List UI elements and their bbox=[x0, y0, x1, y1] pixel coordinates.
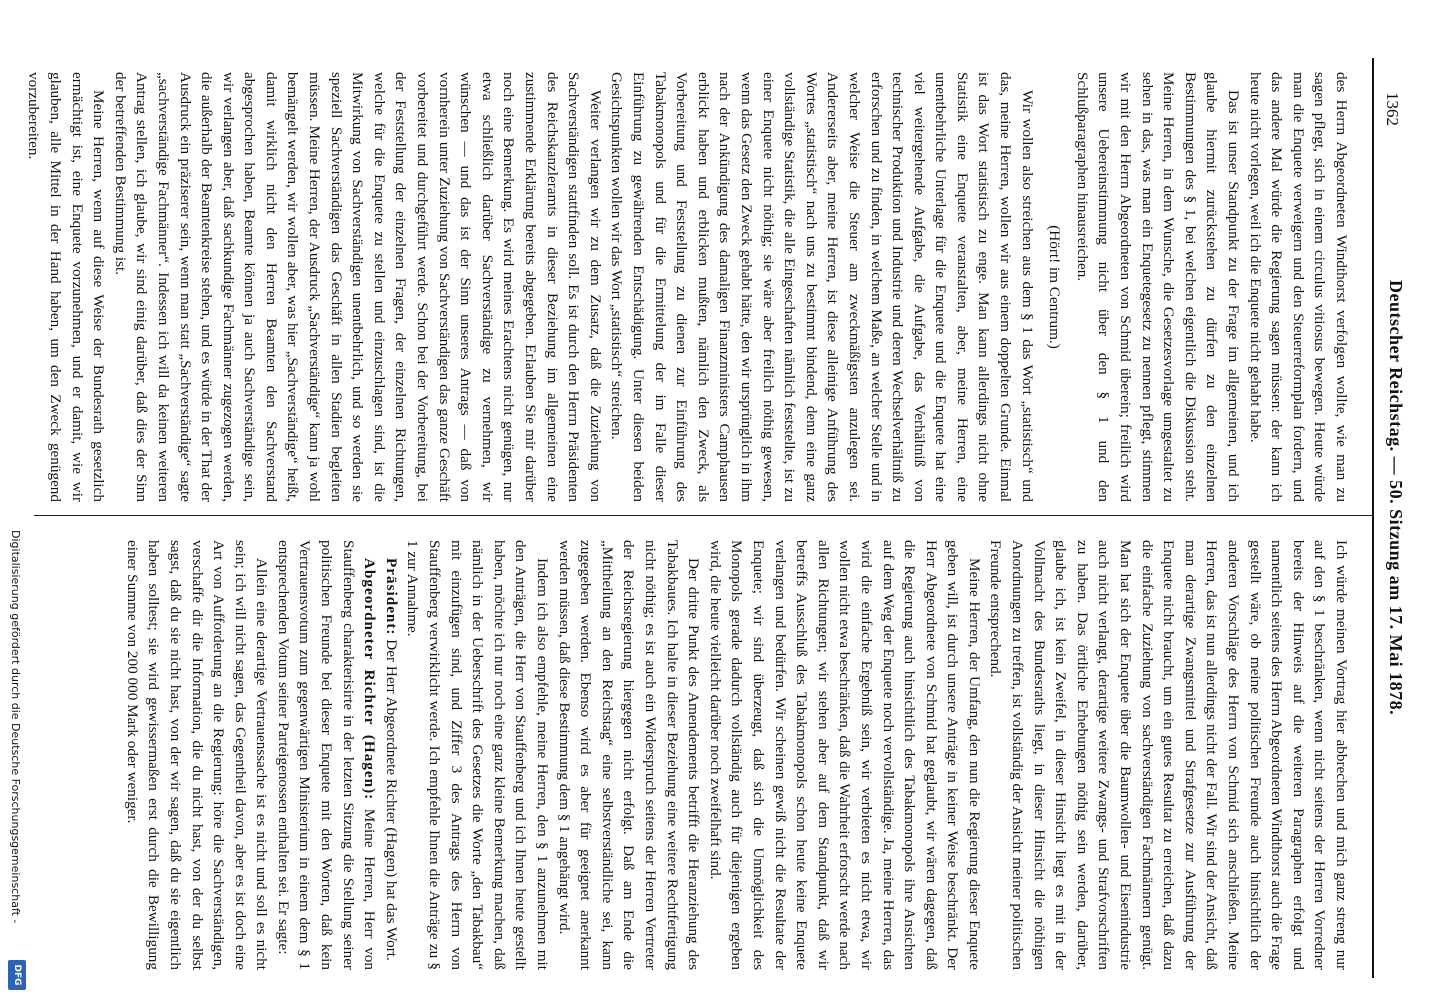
page-number: 1362 bbox=[1383, 92, 1402, 126]
digitization-credit: Digitalisierung gefördert durch die Deutsche Forschungsgemeinschaft - bbox=[9, 530, 22, 924]
paragraph: Indem ich also empfehle, meine Herren, den § 1 anzunehmen mit den Anträgen, die Herr von Stauffenberg und ich Ihnen heute gestellt haben, möchte ich nur noch eine ganz kleine Bemerkung machen, daß nämlich in der Ueberschrift des Gesetzes die Worte „den Tabakbau“ mit einzufügen sind, und Ziffer 3 des Antrags des Herrn von Stauffenberg verwirklicht werde. Ich empfehle Ihnen die Anträge zu § 1 zur Annahme. bbox=[404, 540, 552, 970]
paragraph: Allein eine derartige Vertrauenssache ist es nicht und soll es nicht sein; ich will nicht sagen, das Gegentheil davon, aber es ist doch eine Art von Aufforderung an die Regierung: höre die Sachverständigen, verschaffe dir die Information, die du nicht hast, von der du selbst sagst, daß du sie nicht hast, von der wir sagen, daß du sie eigentlich haben solltest; sie wird gewissermaßen erst durch die Bewilligung einer Summe von 200 000 Mark oder weniger. bbox=[123, 540, 271, 970]
speech-text: Meine Herren, Herr von Stauffenberg charakterisirte in der letzten Sitzung die Stellung seiner politischen Freunde bei dieser Enquete mit den Worten, daß kein Vertrauensvotum zum gegenwärtigen Ministerium in einem dem § 1 entsprechenden Votum seiner Parteigenossen enthalten sei. Er sagte: bbox=[274, 540, 379, 970]
paragraph: Wir wollen also streichen aus dem § 1 das Wort „statistisch“ und das, meine Herren, wollen wir aus einem doppelten Grunde. Einmal ist das Wort statistisch zu enge. Man kann allerdings nicht ohne Statistik eine Enquete veranstalten, aber, meine Herren, eine unentbehrliche Unterlage für die Enquete und die Enquete hat eine viel weitergehende Aufgabe, die Aufgabe, das Verhältniß von technischer Produktion und Industrie und deren Wechselverhältniß zu erforschen und zu finden, in welchem Maße, an welcher Stelle und in welcher Weise die Steuer am zweckmäßigsten anzulegen sei. Andererseits aber, meine Herren, ist diese alleinige Anführung des Wortes „statistisch“ nach uns zu bestimmt bindend, denn eine ganz vollständige Statistik, die alle Eingeschaften nämlich feststellte, ist zu einer Enquete nicht nöthig; sie wäre aber freilich nöthig gewesen, wenn das Gesetz den Zweck gehabt hätte, den wir ursprünglich in ihm nach der Ankündigung des damaligen Finanzministers Camphausen erblickt haben und erblicken mußten, nämlich den Zweck, als Vorbereitung und Feststellung zu dienen zur Einführung des Tabakmonopols und für die Ermittelung der im Falle dieser Einführung zu gewährenden Entschädigung. Unter diesen beiden Gesichtspunkten wollen wir das Wort „statistisch“ streichen. bbox=[608, 72, 1036, 502]
paragraph: des Herrn Abgeordneten Windthorst verfolgen wollte, wie man zu sagen pflegt, sich in einem circulus vitiosus bewegen. Heute würde man die Enquete verweigern und den Steuerreformplan fordern, und das andere Mal würde die Regierung sagen müssen: der kann ich heute nicht vorlegen, weil ich die Enquete nicht gehabt habe. bbox=[1246, 72, 1350, 502]
speaker-name: Präsident: bbox=[382, 558, 400, 636]
dfg-logo: DFG bbox=[8, 960, 26, 990]
paragraph: Das ist unser Standpunkt zu der Frage im allgemeinen, und ich glaube hiermit zurückstehen zu dürfen zu den einzelnen Bestimmungen des § 1, bei welchen eigentlich die Diskussion steht. Meine Herren, in dem Wunsche, die Gesetzesvorlage umgestaltet zu sehen in das, was man ein Enquetegesetz zu nennen pflegt, stimmen wir mit den Herrn Abgeordneten von Schmid überein; freilich wird unsere Uebereinstimmung nicht über den § 1 und den Schlußparagraphen hinausreichen. bbox=[1073, 72, 1243, 502]
speech-text: Der Herr Abgeordnete Richter (Hagen) hat das Wort. bbox=[382, 635, 400, 961]
running-head: Deutscher Reichstag. — 50. Sitzung am 17. Mai 1878. bbox=[1386, 280, 1406, 716]
paragraph bbox=[380, 540, 402, 970]
right-column bbox=[32, 540, 1352, 970]
paragraph: Meine Herren, wenn auf diese Weise der Bundesrath gesetzlich ermächtigt ist, eine Enquete vorzunehmen, und er damit, wie wir glauben, alle Mittel in der Hand haben, um den Zweck genügend vorzubereiten. bbox=[25, 72, 108, 502]
paragraph bbox=[272, 540, 380, 970]
header-rule bbox=[1372, 58, 1374, 978]
paragraph: Weiter verlangen wir zu dem Zusatz, daß die Zuziehung von Sachverständigen stattfinden soll. Es ist durch den Herrn Präsidenten des Reichskanzleramts in dieser Beziehung im allgemeinen eine zustimmende Erklärung bereits abgegeben. Erlauben Sie mir darüber noch eine Bemerkung. Es wird meines Erachtens nicht genügen, nur etwa schließlich darüber Sachverständige zu vernehmen, wir wünschen — und das ist der Sinn unseres Antrags — daß von vornherein unter Zuziehung von Sachverständigen das ganze Geschäft vorbereitet und durchgeführt werde. Schon bei der Vorbereitung, bei der Feststellung der einzelnen Fragen, der einzelnen Richtungen, welche für die Enquete zu stellen und einzuschlagen sind, ist die Mitwirkung von Sachverständigen unentbehrlich, und so werden sie speziell Sachverständigen das Geschäft in allen Stadien begleiten müssen. Meine Herren, der Ausdruck „Sachverständige“ kann ja wohl bemängelt werden, wir wollen aber, was hier „Sachverständige“ heißt, damit wirklich nicht den Herren Beamten den Sachverstand abgesprochen haben, Beamte können ja auch Sachverständige sein, wir verlangen aber, daß sachkundige Fachmänner zugezogen werden, die außerhalb der Beamtenkreise stehen, und es würde in der That der Ausdruck ein präziserer sein, wenn man statt „Sachverständige“ sagte „sachverständige Fachmänner“. Indessen ich will da keinen weiteren Antrag stellen, ich glaube, wir sind einig darüber, daß dies der Sinn der betreffenden Bestimmung ist. bbox=[111, 72, 604, 502]
speaker-name: Abgeordneter Richter (Hagen): bbox=[361, 558, 379, 801]
paragraph: Meine Herren, der Umfang, den nun die Regierung dieser Enquete geben will, ist durch unsere Anträge in keiner Weise beschränkt. Der Herr Abgeordnete von Schmid hat geglaubt, wir wären dagegen, daß die Regierung auch hinsichtlich des Tabakmonopols ihre Ansichten auf dem Weg der Enquete noch vervollständige. Ja, meine Herren, das wird die einfache Ergebniß sein, wir verbieten es nicht etwa, wir wollen nicht etwa beschränken, daß die Wahrheit erforscht werde nach allen Richtungen; wir stehen aber auf dem Standpunkt, daß wir betreffs Ausschluß des Tabakmonopols schon heute keine Enquete verlangen und bedürfen. Wir scheinen gewiß nicht die Resultate der Enquete; wir sind überzeugt, daß sich die Unmöglichkeit des Monopols gerade dadurch vollständig auch für diejenigen ergeben wird, die heute vielleicht darüber noch zweifelhaft sind. bbox=[706, 540, 983, 970]
paragraph: Der dritte Punkt des Amendements betrifft die Heranziehung des Tabakbaues. Ich halte in dieser Beziehung eine weitere Rechtfertigung nicht nöthig; es ist auch ein Widerspruch seitens der Herren Vertreter der Reichsregierung hiergegen nicht erfolgt. Daß am Ende die „Mittheilung an den Reichstag“ eine selbstverständliche sei, kann zugegeben werden. Ebenso wird es aber für geeignet anerkannt werden müssen, daß diese Bestimmung dem § 1 angehängt wird. bbox=[555, 540, 703, 970]
page-footer bbox=[0, 0, 32, 1000]
left-column bbox=[25, 72, 1352, 502]
column-divider bbox=[34, 515, 1374, 516]
paragraph: Ich würde meinen Vortrag hier abbrechen und mich ganz streng nur auf den § 1 beschränken, wenn nicht seitens der Herren Vorredner bereits der Hinweis auf die weiteren Paragraphen erfolgt und namentlich seitens des Herrn Abgeordneten Windthorst auch die Frage gestellt wäre, ob meine politischen Freunde auch hinsichtlich der anderen Vorschläge des Herrn von Schmid sich anschließen. Meine Herren, das ist nun allerdings nicht der Fall. Wir sind der Ansicht, daß man derartige Zwangsmittel und Strafgesetze zur Ausführung der Enquete nicht braucht, um ein gutes Resultat zu erreichen, daß dazu die einfache Zuziehung von sachverständigen Fachmännern genügt. Man hat sich der Enquete über die Baumwollen- und Eisenindustrie auch nicht verlangt, derartige weitere Zwangs- und Strafvorschriften zu haben. Das örtliche Erhebungen nöthig sein werden, darüber, glaube ich, ist kein Zweifel, in dieser Hinsicht liegt es mit in der Vollmacht des Bundesraths liegt, in dieser Hinsicht die nöthigen Anordnungen zu treffen, ist vollständig der Ansicht meiner politischen Freunde entsprechend. bbox=[987, 540, 1350, 970]
paragraph: (Hört! im Centrum.) bbox=[1046, 225, 1064, 349]
